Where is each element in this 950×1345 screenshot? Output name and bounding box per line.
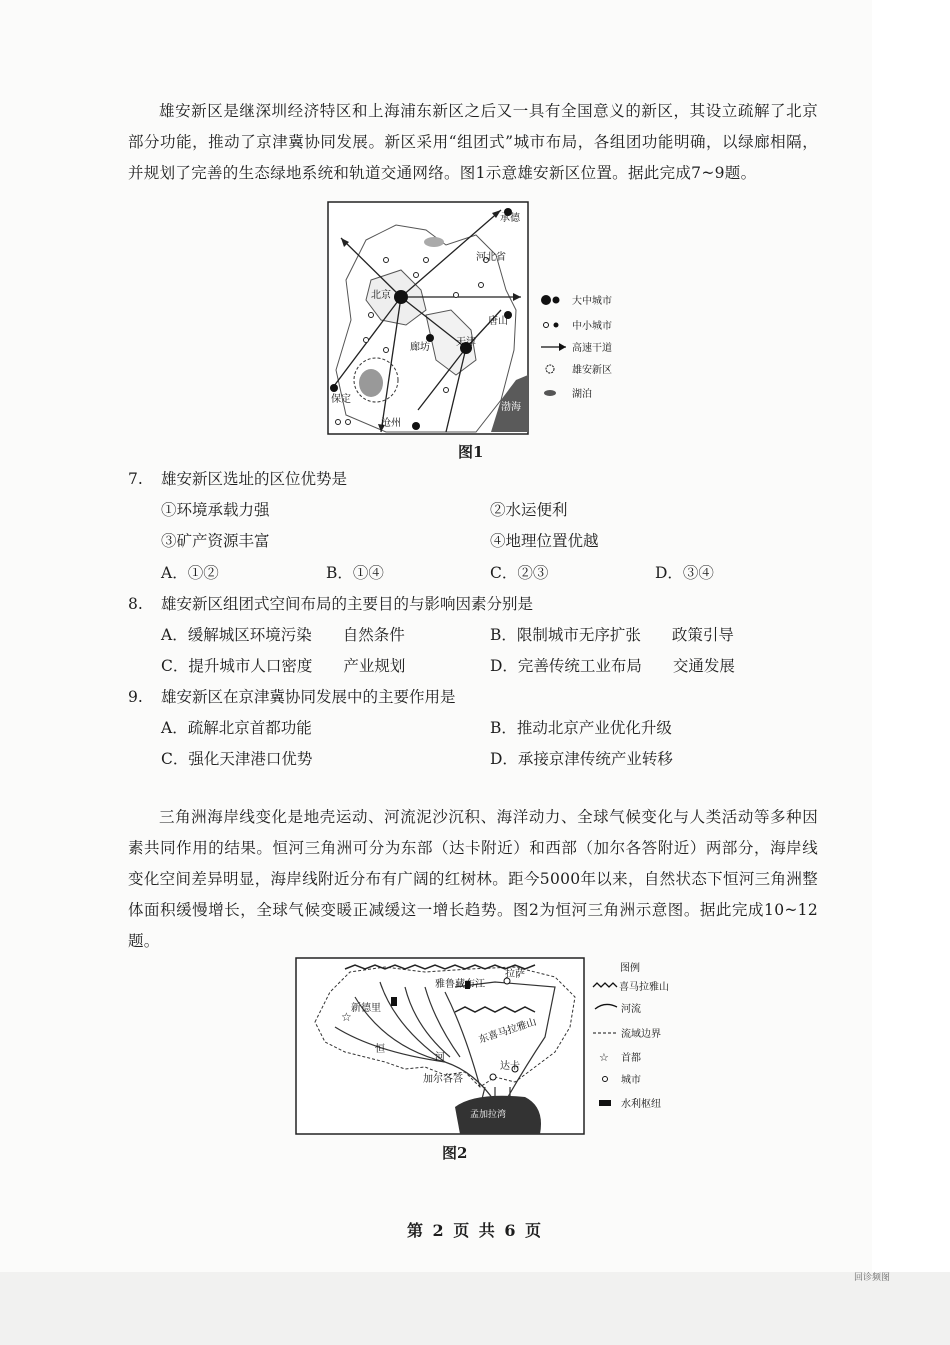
label-tangshan: 唐山 xyxy=(488,316,508,327)
option-d: D．完善传统工业布局 交通发展 xyxy=(490,657,735,675)
label-he: 河 xyxy=(435,1052,445,1063)
svg-text:☆: ☆ xyxy=(599,1051,609,1064)
option-d: D．承接京津传统产业转移 xyxy=(490,750,673,768)
option-c: C．提升城市人口密度 产业规划 xyxy=(161,657,406,675)
option-b: B．限制城市无序扩张 政策引导 xyxy=(490,626,734,644)
page-footer: 第 2 页 共 6 页 xyxy=(406,1221,544,1240)
label-kolkata: 加尔各答 xyxy=(423,1074,463,1085)
page-bottom-shadow xyxy=(0,1272,950,1345)
figure-2-map xyxy=(295,957,695,1137)
question-stem: 雄安新区在京津冀协同发展中的主要作用是 xyxy=(161,688,456,706)
option-d: D．③④ xyxy=(655,564,714,582)
option-a: A．缓解城区环境污染 自然条件 xyxy=(161,626,405,644)
statement-1: ①环境承载力强 xyxy=(161,501,270,519)
question-8 xyxy=(0,594,950,684)
legend-big-city: 大中城市 xyxy=(572,296,612,307)
label-yarlung: 雅鲁藏布江 xyxy=(435,979,485,990)
label-dhaka: 达卡 xyxy=(500,1061,520,1072)
legend-lake: 湖泊 xyxy=(572,389,592,400)
label-hebei: 河北省 xyxy=(476,252,506,263)
label-bohai: 渤海 xyxy=(501,402,521,413)
legend-river: 河流 xyxy=(621,1004,641,1015)
label-newdelhi: 新德里 xyxy=(351,1003,381,1014)
question-7 xyxy=(0,469,950,589)
figure-2-caption: 图2 xyxy=(442,1144,468,1162)
svg-text:☆: ☆ xyxy=(341,1010,352,1024)
question-stem: 雄安新区组团式空间布局的主要目的与影响因素分别是 xyxy=(161,595,534,613)
passage-2: 三角洲海岸线变化是地壳运动、河流泥沙沉积、海洋动力、全球气候变化与人类活动等多种因素共同作用的结果。恒河三角洲可分为东部（达卡附近）和西部（加尔各答附近）两部分，海岸线变化空间差异明显，海岸线附近分布有广阔的红树林。距今5000年以来，自然状态下恒河三角洲整体面积缓慢增长，全球气候变暖正减缓这一增长趋势。图2为恒河三角洲示意图。据此完成10~12题。 xyxy=(128,808,818,950)
question-number: 8. xyxy=(128,595,143,613)
label-beijing: 北京 xyxy=(371,290,391,301)
figure-1-map xyxy=(326,200,632,436)
question-number: 9. xyxy=(128,688,143,706)
label-heng: 恒 xyxy=(375,1044,385,1055)
statement-3: ③矿产资源丰富 xyxy=(161,532,270,550)
legend-highway: 高速干道 xyxy=(572,343,612,354)
legend-city: 城市 xyxy=(621,1075,641,1086)
label-chengde: 承德 xyxy=(500,213,520,224)
label-lhasa: 拉萨 xyxy=(505,969,525,980)
question-number: 7. xyxy=(128,470,143,488)
legend-small-city: 中小城市 xyxy=(572,321,612,332)
figure-1-caption: 图1 xyxy=(458,443,484,461)
legend-basin-boundary: 流域边界 xyxy=(621,1029,661,1040)
label-bay-of-bengal: 孟加拉湾 xyxy=(470,1110,507,1120)
option-b: B．推动北京产业优化升级 xyxy=(490,719,672,737)
legend-capital: 首都 xyxy=(621,1053,641,1064)
corner-mark: 回诊频图 xyxy=(853,1273,890,1283)
option-c: C．强化天津港口优势 xyxy=(161,750,313,768)
label-east-himalaya: 东喜马拉雅山 xyxy=(477,1016,538,1046)
legend-himalaya: 喜马拉雅山 xyxy=(619,982,669,993)
option-a: A．①② xyxy=(161,564,219,582)
option-b: B．①④ xyxy=(326,564,384,582)
label-cangzhou: 沧州 xyxy=(381,418,401,429)
statement-4: ④地理位置优越 xyxy=(490,532,599,550)
question-9 xyxy=(0,687,950,777)
legend-title: 图例 xyxy=(620,963,640,974)
option-a: A．疏解北京首都功能 xyxy=(161,719,312,737)
label-baoding: 保定 xyxy=(331,394,351,405)
legend-xiongan: 雄安新区 xyxy=(572,365,612,376)
question-stem: 雄安新区选址的区位优势是 xyxy=(161,470,348,488)
label-tianjin: 天津 xyxy=(456,337,476,348)
option-c: C．②③ xyxy=(490,564,549,582)
passage-1: 雄安新区是继深圳经济特区和上海浦东新区之后又一具有全国意义的新区，其设立疏解了北京部分功能，推动了京津冀协同发展。新区采用“组团式”城市布局，各组团功能明确，以绿廊相隔，并规划了完善的生态绿地系统和轨道交通网络。图1示意雄安新区位置。据此完成7~9题。 xyxy=(128,102,818,182)
legend-dam: 水利枢纽 xyxy=(621,1099,661,1110)
statement-2: ②水运便利 xyxy=(490,501,568,519)
label-langfang: 廊坊 xyxy=(410,342,430,353)
